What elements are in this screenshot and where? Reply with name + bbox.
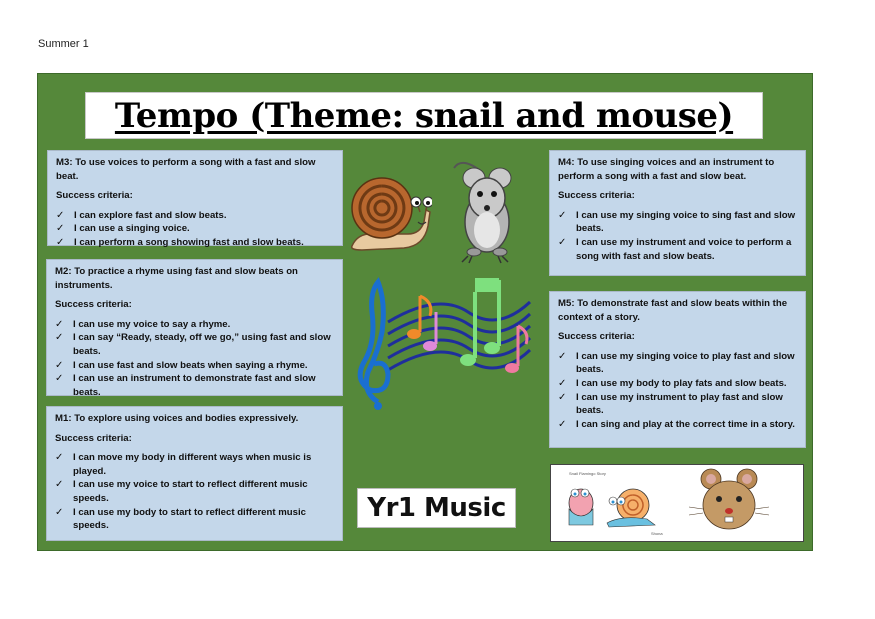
list-item: ✓ I can say “Ready, steady, off we go,” using fast and slow beats. [55, 332, 331, 358]
list-item: ✓ I can perform a song showing fast and slow beats. [56, 236, 334, 250]
snail-signature: Shona [651, 531, 663, 536]
criteria-heading: Success criteria: [55, 432, 132, 444]
check-icon: ✓ [55, 332, 64, 344]
list-item: ✓ I can use my voice to start to reflect different music speeds. [55, 479, 308, 505]
page-title: Tempo (Theme: snail and mouse) [114, 95, 734, 136]
term-label: Summer 1 [38, 38, 89, 50]
list-item: ✓ I can use my instrument to play fast and slow beats. [558, 391, 783, 417]
criteria-list [55, 451, 334, 533]
story-images-panel [550, 464, 804, 542]
year-label: Yr1 Music [367, 493, 506, 523]
check-icon: ✓ [55, 506, 64, 518]
title-banner [85, 92, 763, 139]
list-item: ✓ I can move my body in different ways when music is played. [55, 452, 312, 477]
check-icon: ✓ [558, 350, 567, 362]
year-label-box [357, 488, 516, 528]
check-icon: ✓ [55, 452, 64, 464]
list-item: ✓ I can use my body to play fats and slow beats. [558, 377, 797, 391]
criteria-list [558, 350, 797, 432]
check-icon: ✓ [558, 418, 567, 430]
list-item: ✓ I can use my voice to say a rhyme. [55, 318, 334, 332]
criteria-heading: Success criteria: [55, 299, 132, 311]
check-icon: ✓ [558, 209, 567, 221]
criteria-list [55, 318, 334, 400]
criteria-heading: Success criteria: [558, 190, 635, 202]
check-icon: ✓ [55, 479, 64, 491]
objective: M3: To use voices to perform a song with a fast and slow beat. [56, 157, 316, 182]
card-m1 [46, 406, 343, 541]
list-item: ✓ I can use my instrument and voice to perform a song with fast and slow beats. [558, 237, 792, 262]
check-icon: ✓ [558, 378, 567, 390]
card-m2 [46, 259, 343, 396]
objective: M5: To demonstrate fast and slow beats within the context of a story. [558, 298, 788, 323]
objective: M4: To use singing voices and an instrument to perform a song with a fast and slow beat. [558, 157, 775, 182]
card-m5 [549, 291, 806, 448]
mouse-face-drawing [689, 469, 769, 529]
list-item: ✓ I can sing and play at the correct time in a story. [558, 418, 797, 432]
list-item: ✓ I can use a singing voice. [56, 222, 334, 236]
check-icon: ✓ [558, 237, 567, 249]
criteria-heading: Success criteria: [56, 190, 133, 202]
list-item: ✓ I can explore fast and slow beats. [56, 209, 334, 223]
snail-caption: Snail Flamingo Story [569, 471, 606, 476]
criteria-heading: Success criteria: [558, 331, 635, 343]
list-item: ✓ I can use fast and slow beats when saying a rhyme. [55, 359, 334, 373]
story-characters-illustration [551, 465, 803, 541]
criteria-list [558, 209, 797, 263]
check-icon: ✓ [55, 318, 64, 330]
objective: M1: To explore using voices and bodies expressively. [55, 413, 299, 424]
list-item: ✓ I can use my singing voice to sing fast and slow beats. [558, 209, 796, 235]
snail-illustration [348, 162, 432, 254]
check-icon: ✓ [56, 237, 65, 249]
check-icon: ✓ [56, 223, 65, 235]
list-item: ✓ I can use an instrument to demonstrate fast and slow beats. [55, 373, 316, 398]
card-m4 [549, 150, 806, 276]
mouse-illustration [452, 152, 522, 264]
card-m3 [47, 150, 343, 249]
check-icon: ✓ [558, 391, 567, 403]
check-icon: ✓ [56, 209, 65, 221]
snail-pair-drawing [569, 489, 655, 527]
criteria-list [56, 209, 334, 250]
objective: M2: To practice a rhyme using fast and slow beats on instruments. [55, 266, 298, 291]
list-item: ✓ I can use my body to start to reflect different music speeds. [55, 506, 306, 532]
list-item: ✓ I can use my singing voice to play fast and slow beats. [558, 350, 795, 376]
music-notes-illustration [348, 272, 536, 412]
check-icon: ✓ [55, 373, 64, 385]
check-icon: ✓ [55, 359, 64, 371]
